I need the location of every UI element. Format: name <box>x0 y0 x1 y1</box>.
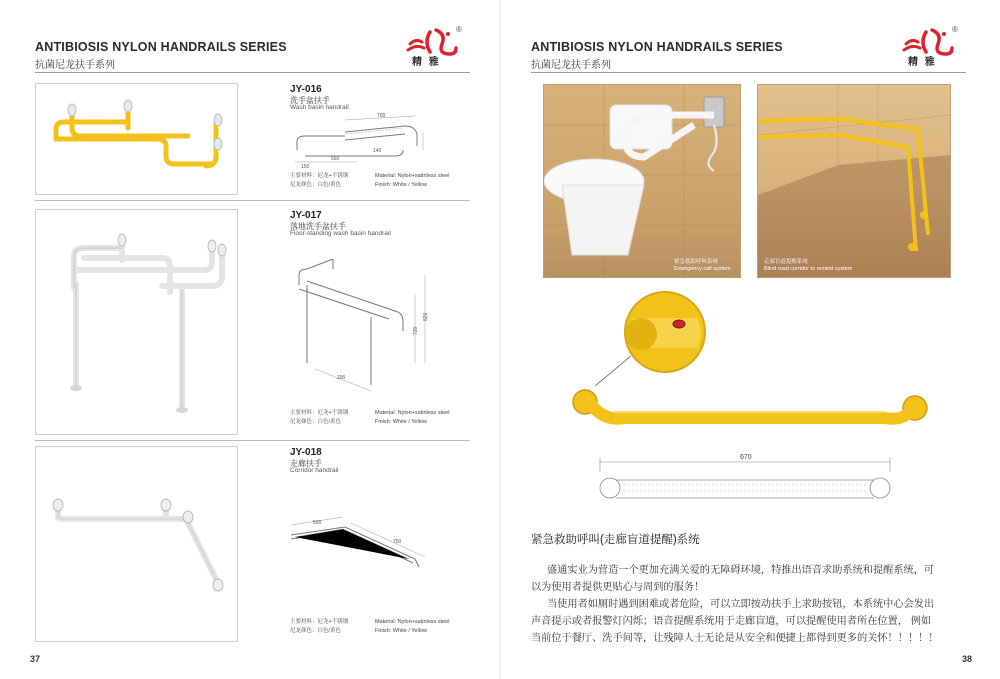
spec-color-cn: 尼龙颜色：白色/黄色 <box>290 628 342 634</box>
product-code: JY-018 <box>290 447 322 458</box>
spec-finish-en: Finish: White / Yellow <box>375 182 427 188</box>
photo-blind-road-corridor <box>757 84 951 278</box>
toilet-with-handrail-icon <box>544 85 741 278</box>
spec-finish-en: Finish: White / Yellow <box>375 419 427 425</box>
dim-label: 140 <box>373 148 382 154</box>
section-title: 紧急救助呼叫(走廊盲道提醒)系统 <box>531 534 700 546</box>
spec-material-cn: 主要材料：尼龙+不锈钢 <box>290 410 349 416</box>
jy018-technical-drawing <box>285 513 455 593</box>
corridor-handrail-white-icon <box>36 447 239 643</box>
paragraph-line: 当前位于餐厅、洗手间等，让残障人士无论是从安全和便捷上都得到更多的关怀！！！！！ <box>531 633 939 644</box>
photo-caption-cn: 走廊盲道提醒系统 <box>764 259 809 265</box>
header-rule <box>35 72 470 73</box>
divider <box>35 200 470 201</box>
floor-basin-handrail-white-icon <box>36 210 239 436</box>
basin-handrail-yellow-icon <box>36 84 239 196</box>
dim-label: 200 <box>337 375 346 381</box>
page-number: 37 <box>30 654 41 664</box>
dim-label: 700 <box>377 113 386 119</box>
product-code: JY-017 <box>290 210 322 221</box>
logo-text: 精 雅 <box>908 57 937 68</box>
photo-caption-en: Emergency call system <box>674 266 731 272</box>
photo-emergency-call <box>543 84 741 278</box>
photo-caption-en: Blind road corridor to remind system <box>764 266 853 272</box>
spec-material-en: Material: Nylon+satinless steel <box>375 173 450 179</box>
paragraph-line: 当使用者如厕时遇到困难或者危险，可以立即按动扶手上求助按钮，本系统中心会发出 <box>547 599 935 610</box>
jy016-technical-drawing <box>285 112 455 172</box>
page-number: 38 <box>962 654 973 664</box>
paragraph-line: 声音提示或者报警灯闪烁；语音提醒系统用于走廊盲道，可以提醒使用者所在位置， 例如 <box>531 616 932 627</box>
spec-material-en: Material: Nylon+satinless steel <box>375 410 450 416</box>
spec-color-cn: 尼龙颜色：白色/黄色 <box>290 182 342 188</box>
product-name-cn: 走廊扶手 <box>290 459 322 468</box>
logo-text: 精 雅 <box>412 57 441 68</box>
header-rule <box>531 72 966 73</box>
series-title-cn: 抗菌尼龙扶手系列 <box>35 60 115 71</box>
product-name-en: Wash basin handrail <box>290 104 349 111</box>
paragraph-line: 盛通实业为营造一个更加充满关爱的无障碍环境，特推出语音求助系统和提醒系统，可 <box>547 565 935 576</box>
corridor-with-handrail-icon <box>758 85 951 278</box>
product-photo-jy018 <box>35 446 238 642</box>
grab-bar-technical-drawing <box>590 452 910 512</box>
dim-label: 500 <box>313 520 322 526</box>
series-title-en: ANTIBIOSIS NYLON HANDRAILS SERIES <box>531 40 783 54</box>
dim-label: 670 <box>740 454 752 461</box>
spec-material-cn: 主要材料：尼龙+不锈钢 <box>290 619 349 625</box>
spec-finish-en: Finish: White / Yellow <box>375 628 427 634</box>
logo-registered-mark: ® <box>456 25 462 34</box>
product-photo-jy017 <box>35 209 238 435</box>
dim-label: 750 <box>393 539 402 545</box>
product-name-en: Corridor handrail <box>290 467 339 474</box>
product-name-cn: 落地洗手盆扶手 <box>290 222 346 231</box>
dim-label: 720 <box>413 326 419 335</box>
product-name-cn: 洗手盆扶手 <box>290 96 330 105</box>
dim-label: 550 <box>331 156 340 162</box>
divider <box>35 440 470 441</box>
dim-label: 150 <box>301 164 310 170</box>
product-name-en: Floor-standing wash basin handrail <box>290 230 391 237</box>
logo-registered-mark: ® <box>952 25 958 34</box>
spec-material-cn: 主要材料：尼龙+不锈钢 <box>290 173 349 179</box>
paragraph-line: 以为使用者提供更贴心与周到的服务！ <box>531 582 705 593</box>
emergency-grab-bar-illustration <box>555 290 935 450</box>
series-title-en: ANTIBIOSIS NYLON HANDRAILS SERIES <box>35 40 287 54</box>
photo-caption-cn: 紧急救助呼叫系统 <box>674 259 719 265</box>
spec-material-en: Material: Nylon+satinless steel <box>375 619 450 625</box>
series-title-cn: 抗菌尼龙扶手系列 <box>531 60 611 71</box>
dim-label: 820 <box>423 312 429 321</box>
product-code: JY-016 <box>290 84 322 95</box>
jy017-technical-drawing <box>285 245 455 395</box>
product-photo-jy016 <box>35 83 238 195</box>
spec-color-cn: 尼龙颜色：白色/黄色 <box>290 419 342 425</box>
